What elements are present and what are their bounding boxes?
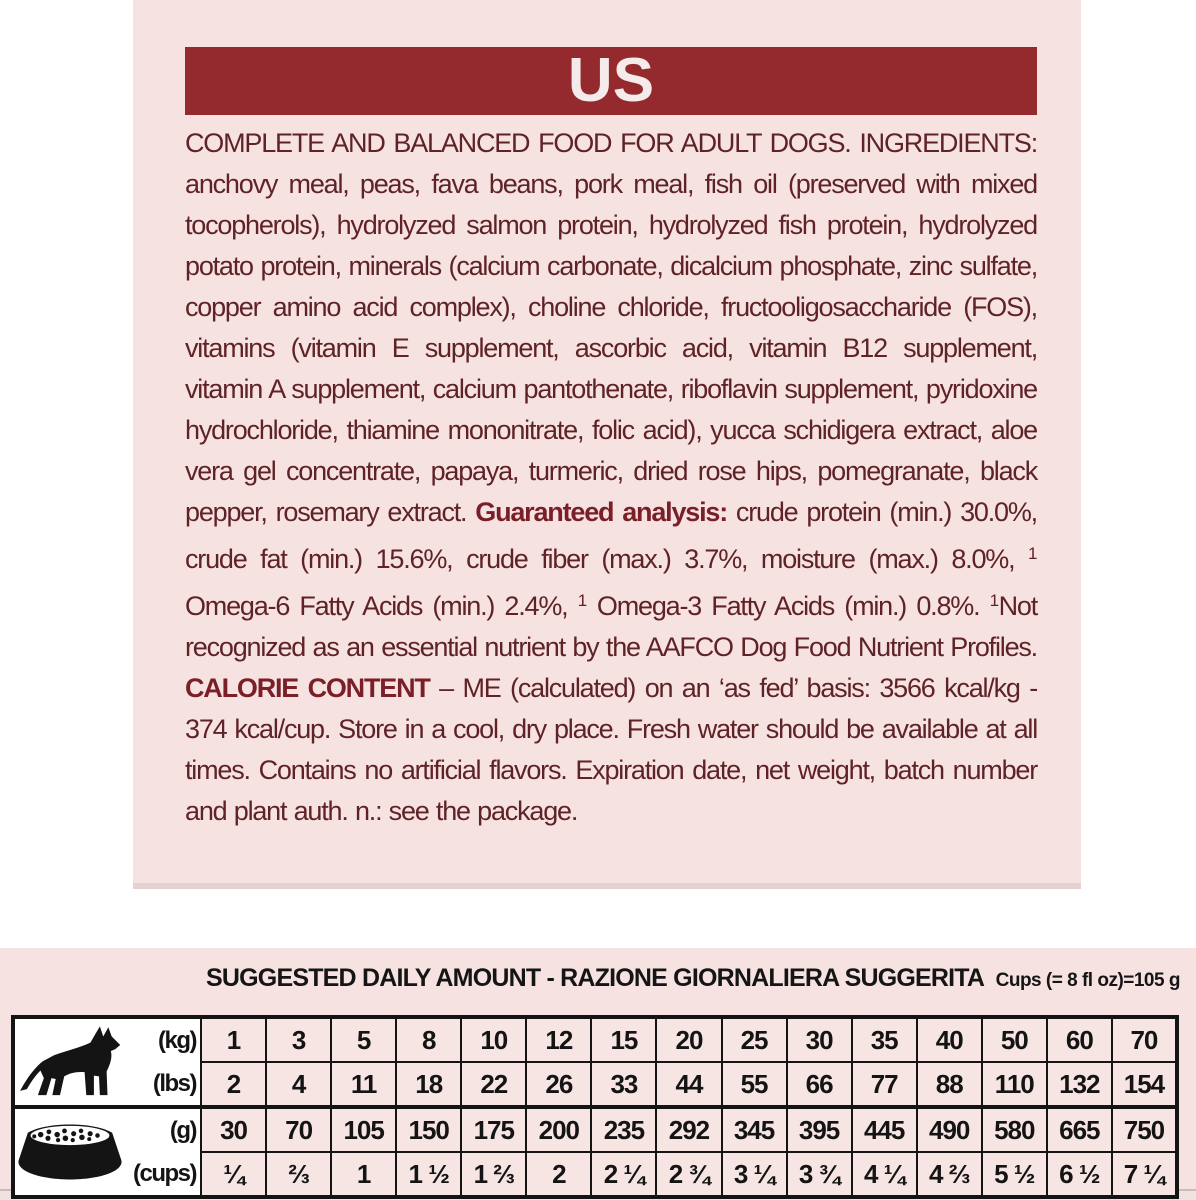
table-cell: 665 <box>1047 1107 1112 1152</box>
bold-text-segment: CALORIE CONTENT <box>185 673 430 703</box>
table-cell: 5 ½ <box>982 1152 1047 1197</box>
table-cell: 44 <box>656 1062 721 1107</box>
text-segment: Omega-3 Fatty Acids (min.) 0.8%. <box>586 591 990 621</box>
unit-label-g: (g) <box>169 1116 196 1144</box>
us-banner-label: US <box>567 46 655 115</box>
table-cell: 77 <box>852 1062 917 1107</box>
ingredients-panel <box>133 0 1081 889</box>
icon-cell-content <box>15 1109 200 1195</box>
table-cell: 40 <box>917 1017 982 1062</box>
table-cell: 200 <box>526 1107 591 1152</box>
table-cell: 2 <box>201 1062 266 1107</box>
table-cell: 25 <box>722 1017 787 1062</box>
bold-text-segment: Guaranteed analysis: <box>475 497 727 527</box>
table-cell: 8 <box>396 1017 461 1062</box>
ingredients-paragraph <box>185 123 1037 832</box>
table-cell: 60 <box>1047 1017 1112 1062</box>
table-cell: 1 ⅔ <box>461 1152 526 1197</box>
table-cell: 4 ¼ <box>852 1152 917 1197</box>
text-segment: COMPLETE AND BALANCED FOOD FOR ADULT DOGS. INGREDIENTS: anchovy meal, peas, fava beans, pork meal, fish oil (preserved with mixed tocopherols), hydrolyzed salmon protein, hydrolyzed fish protein, hydrolyzed potato protein, minerals (calcium carbonate, dicalcium phosphate, zinc sulfate, copper amino acid complex), choline chloride, fructooligosaccharide (FOS), vitamins (vitamin E supplement, ascorbic acid, vitamin B12 supplement, vitamin A supplement, calcium pantothenate, riboflavin supplement, pyridoxine hydrochloride, thiamine mononitrate, folic acid), yucca schidigera extract, aloe vera gel concentrate, papaya, turmeric, dried rose hips, pomegranate, black pepper, rosemary extract. <box>185 128 1037 527</box>
bowl-icon <box>15 1123 125 1181</box>
table-cell: 35 <box>852 1017 917 1062</box>
table-cell: 11 <box>331 1062 396 1107</box>
table-cell: 292 <box>656 1107 721 1152</box>
table-cell: 1 <box>201 1017 266 1062</box>
feeding-guide-title <box>0 964 1196 993</box>
table-cell: 30 <box>787 1017 852 1062</box>
table-cell: 55 <box>722 1062 787 1107</box>
unit-label-cups: (cups) <box>133 1159 196 1187</box>
unit-label-kg: (kg) <box>158 1026 196 1054</box>
table-cell: 150 <box>396 1107 461 1152</box>
table-cell: 20 <box>656 1017 721 1062</box>
table-cell: 1 <box>331 1152 396 1197</box>
table-cell: 2 ¼ <box>591 1152 656 1197</box>
icon-cell-content <box>15 1019 200 1105</box>
table-cell: 50 <box>982 1017 1047 1062</box>
table-cell: 33 <box>591 1062 656 1107</box>
table-cell: 12 <box>526 1017 591 1062</box>
table-cell: 4 <box>266 1062 331 1107</box>
table-cell: 445 <box>852 1107 917 1152</box>
table-cell: 154 <box>1112 1062 1177 1107</box>
table-cell: ⅔ <box>266 1152 331 1197</box>
bowl-icon-container <box>15 1109 125 1195</box>
table-cell: 3 ¾ <box>787 1152 852 1197</box>
feeding-guide-title-suffix: Cups (= 8 fl oz)=105 g <box>995 970 1180 991</box>
table-cell: 395 <box>787 1107 852 1152</box>
dog-icon-container <box>15 1019 127 1105</box>
table-cell: 4 ⅔ <box>917 1152 982 1197</box>
table-row-g <box>13 1107 1177 1152</box>
table-cell: 66 <box>787 1062 852 1107</box>
feeding-guide-panel <box>0 948 1196 1200</box>
table-row-kg <box>13 1017 1177 1062</box>
table-cell: 22 <box>461 1062 526 1107</box>
table-cell: ¼ <box>201 1152 266 1197</box>
table-cell: 18 <box>396 1062 461 1107</box>
table-cell: 70 <box>266 1107 331 1152</box>
table-cell: 30 <box>201 1107 266 1152</box>
unit-labels <box>127 1019 200 1105</box>
table-cell: 3 <box>266 1017 331 1062</box>
table-cell: 345 <box>722 1107 787 1152</box>
table-cell: 490 <box>917 1107 982 1152</box>
table-cell: 2 ¾ <box>656 1152 721 1197</box>
table-cell: 175 <box>461 1107 526 1152</box>
table-cell: 70 <box>1112 1017 1177 1062</box>
table-cell: 10 <box>461 1017 526 1062</box>
dog-icon <box>15 1025 127 1099</box>
superscript-footnote-mark: 1 <box>1028 544 1037 563</box>
feeding-table <box>11 1015 1179 1199</box>
table-cell: 2 <box>526 1152 591 1197</box>
table-cell: 750 <box>1112 1107 1177 1152</box>
table-cell: 105 <box>331 1107 396 1152</box>
unit-label-lbs: (lbs) <box>152 1069 196 1097</box>
unit-labels <box>125 1109 200 1195</box>
text-segment: Not recognized as an essential nutrient by the AAFCO Dog Food Nutrient Profiles. <box>185 591 1037 662</box>
table-cell: 5 <box>331 1017 396 1062</box>
table-cell: 110 <box>982 1062 1047 1107</box>
text-segment: – ME (calculated) on an ‘as fed’ basis: 3566 kcal/kg - 374 kcal/cup. Store in a cool, dry place. Fresh water should be available at all times. Contains no artificial flavors. Expiration date, net weight, batch number and plant auth. n.: see the package. <box>185 673 1038 826</box>
icon-cell-bowl-icon <box>13 1107 201 1197</box>
feeding-guide-title-text: SUGGESTED DAILY AMOUNT - RAZIONE GIORNALIERA SUGGERITA <box>206 964 985 992</box>
superscript-footnote-mark: 1 <box>577 591 587 610</box>
superscript-footnote-mark: 1 <box>989 591 999 610</box>
text-segment: Omega-6 Fatty Acids (min.) 2.4%, <box>185 591 578 621</box>
table-cell: 88 <box>917 1062 982 1107</box>
table-cell: 132 <box>1047 1062 1112 1107</box>
table-cell: 6 ½ <box>1047 1152 1112 1197</box>
table-cell: 580 <box>982 1107 1047 1152</box>
us-banner <box>185 47 1037 115</box>
icon-cell-dog-icon <box>13 1017 201 1107</box>
table-cell: 1 ½ <box>396 1152 461 1197</box>
table-cell: 15 <box>591 1017 656 1062</box>
text-segment: crude protein (min.) 30.0%, crude fat (min.) 15.6%, crude fiber (max.) 3.7%, moisture (max.) 8.0%, <box>185 497 1037 574</box>
table-cell: 26 <box>526 1062 591 1107</box>
table-cell: 7 ¼ <box>1112 1152 1177 1197</box>
table-cell: 3 ¼ <box>722 1152 787 1197</box>
table-cell: 235 <box>591 1107 656 1152</box>
